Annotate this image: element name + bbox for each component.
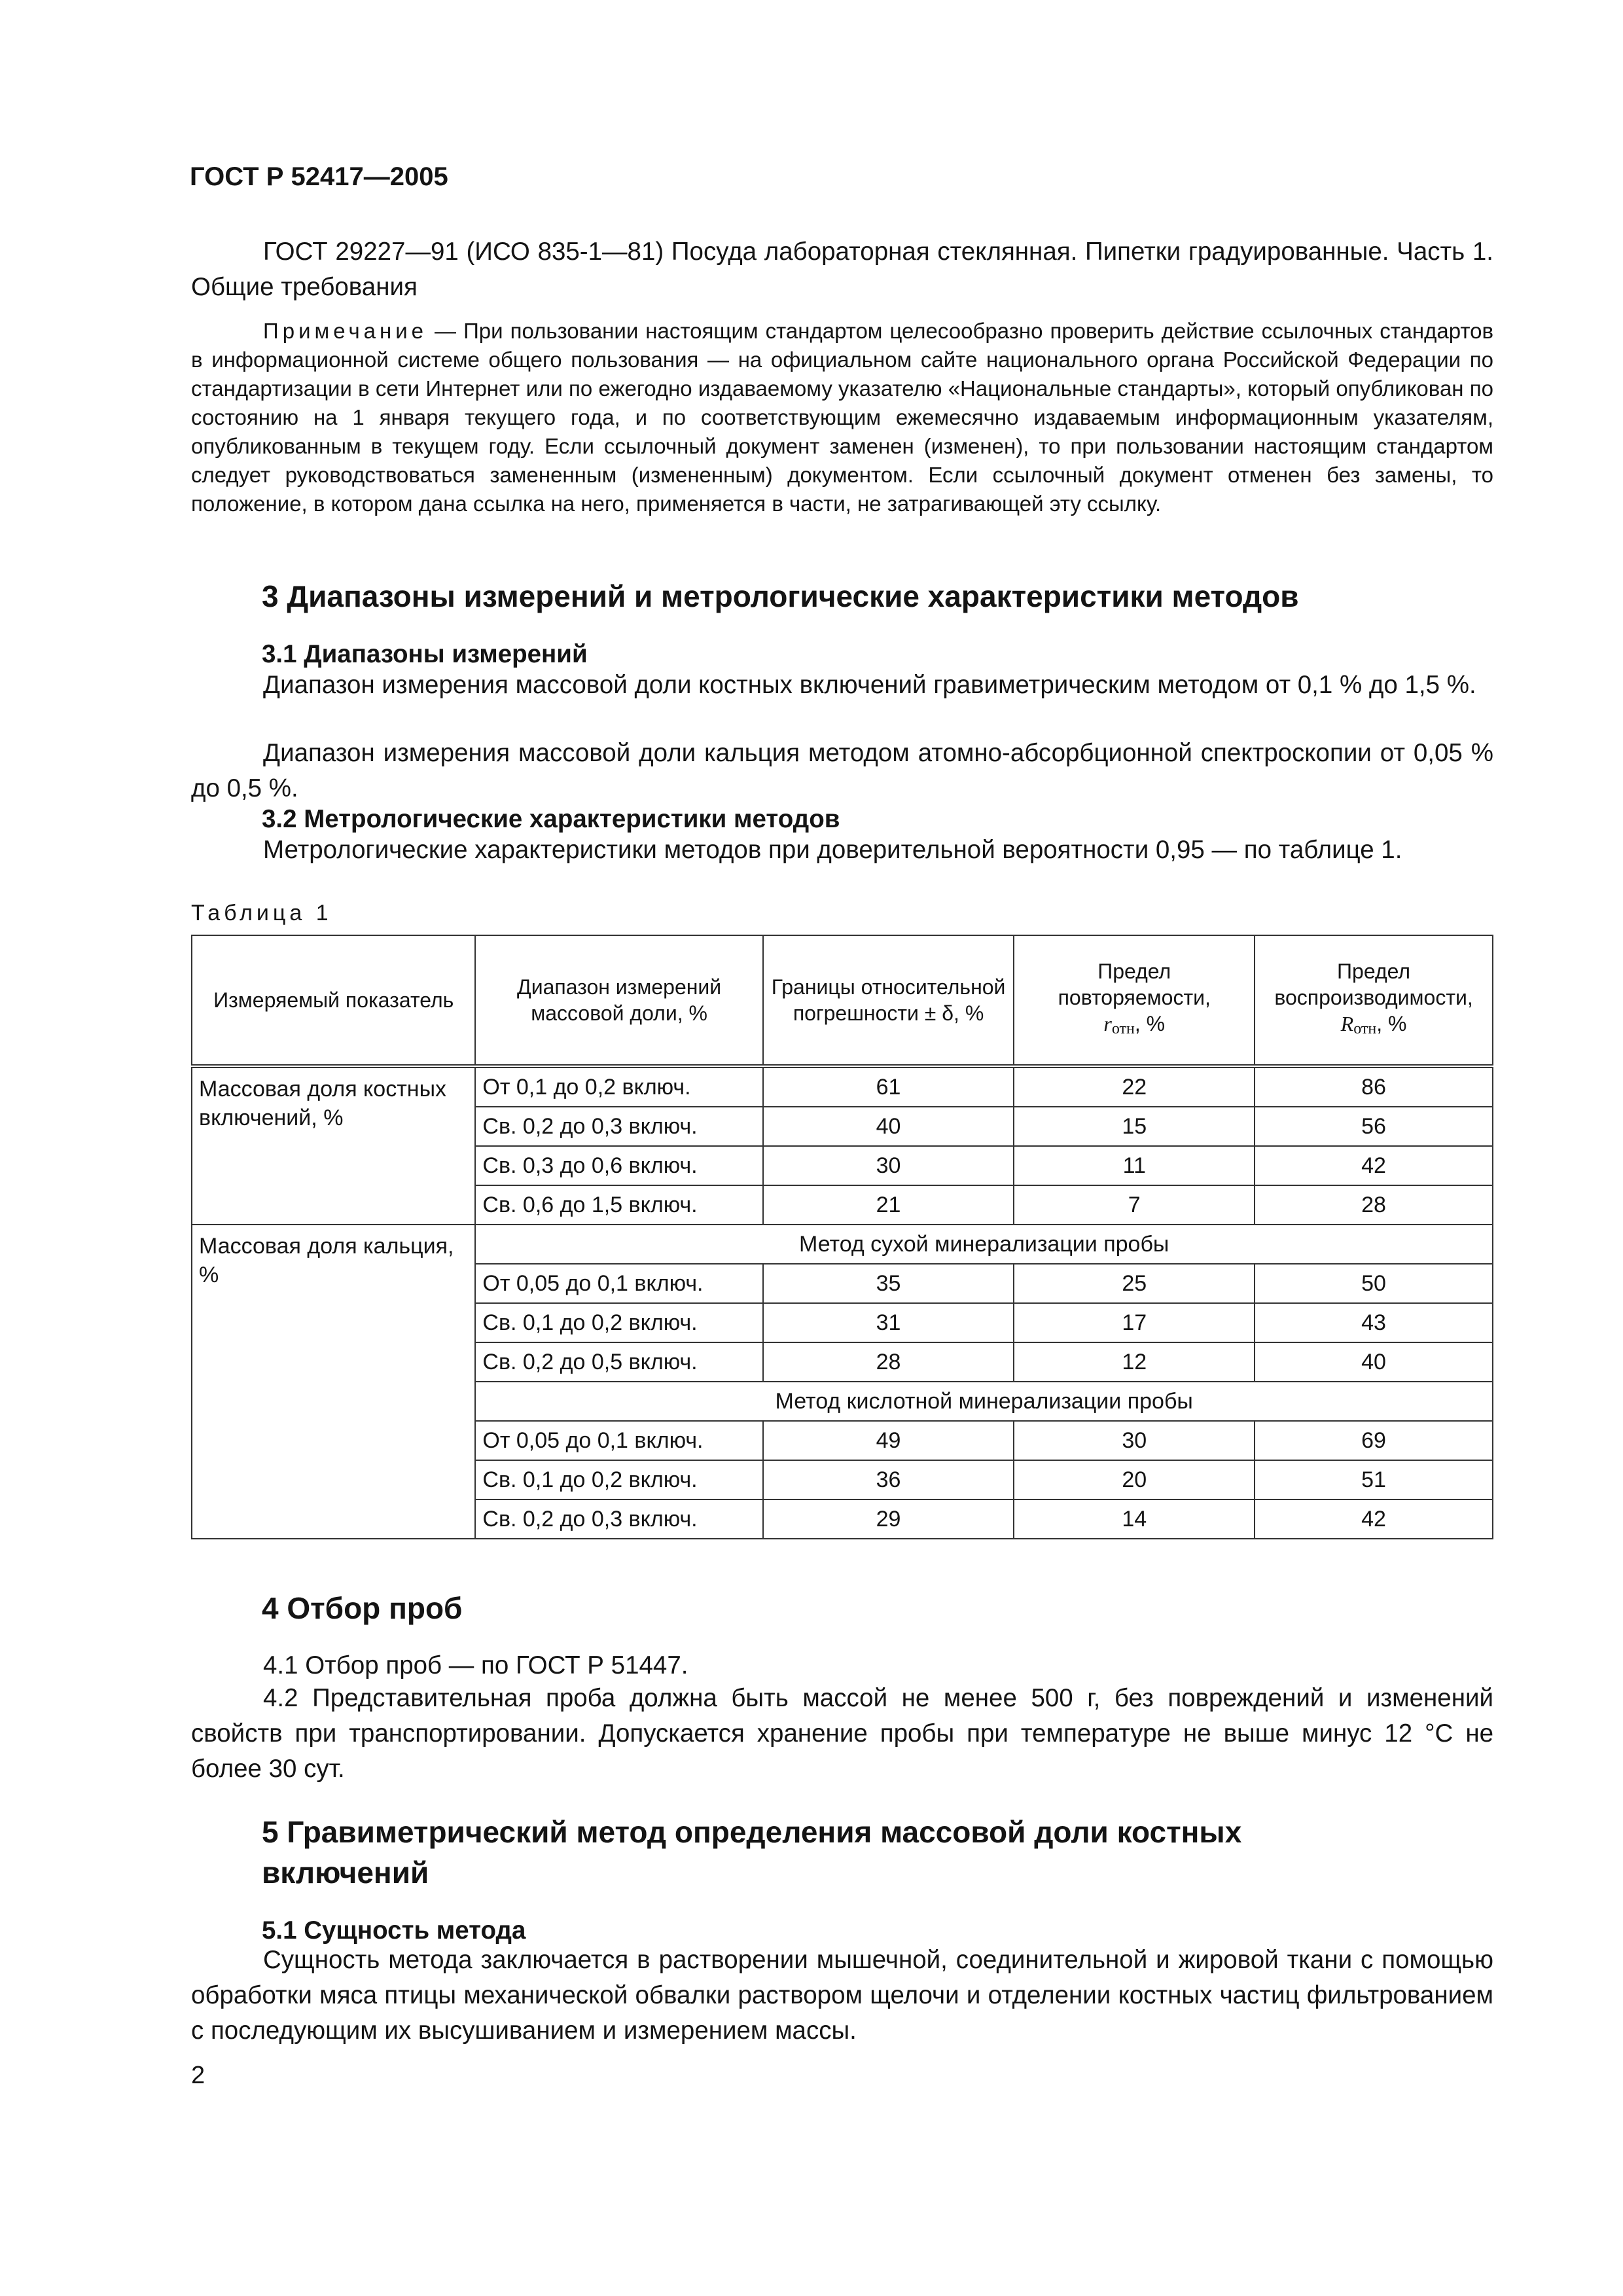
- cell-range: Св. 0,1 до 0,2 включ.: [475, 1303, 762, 1342]
- cell-R: 43: [1255, 1303, 1493, 1342]
- section-5-1-title: 5.1 Сущность метода: [262, 1916, 526, 1945]
- cell-delta: 29: [763, 1499, 1014, 1539]
- section-4-paragraph-2: 4.2 Представительная проба должна быть массой не менее 500 г, без повреждений и изменений свойств при транспортировании. Допускается хранение пробы при температуре не выше минус 12 °С не более 30 сут.: [191, 1684, 1493, 1783]
- cell-R: 42: [1255, 1146, 1493, 1185]
- normative-reference: ГОСТ 29227—91 (ИСО 835-1—81) Посуда лабораторная стеклянная. Пипетки градуированные. Часть 1. Общие требования: [191, 238, 1493, 301]
- method-dry-mineralization: Метод сухой минерализации пробы: [475, 1225, 1493, 1264]
- cell-r: 25: [1014, 1264, 1255, 1303]
- document-code: ГОСТ Р 52417—2005: [190, 162, 448, 191]
- section-3-1-paragraph-2: Диапазон измерения массовой доли кальция методом атомно-абсорбционной спектроскопии от 0,05 % до 0,5 %.: [191, 739, 1493, 802]
- cell-range: Св. 0,3 до 0,6 включ.: [475, 1146, 762, 1185]
- section-4-paragraph-1: 4.1 Отбор проб — по ГОСТ Р 51447.: [263, 1651, 688, 1679]
- cell-R: 51: [1255, 1460, 1493, 1499]
- cell-r: 22: [1014, 1066, 1255, 1107]
- cell-range: Св. 0,2 до 0,3 включ.: [475, 1107, 762, 1146]
- group-bone-inclusions: Массовая доля костных включений, %: [192, 1066, 475, 1225]
- header-measurement-range: Диапазон измерений массовой доли, %: [475, 935, 762, 1066]
- cell-R: 69: [1255, 1421, 1493, 1460]
- cell-range: От 0,05 до 0,1 включ.: [475, 1421, 762, 1460]
- cell-R: 42: [1255, 1499, 1493, 1539]
- header-relative-error: Границы относительной погрешности ± δ, %: [763, 935, 1014, 1066]
- cell-r: 11: [1014, 1146, 1255, 1185]
- cell-range: Св. 0,2 до 0,5 включ.: [475, 1342, 762, 1382]
- cell-range: Св. 0,2 до 0,3 включ.: [475, 1499, 762, 1539]
- header-repeatability-limit: Предел повторяемости, rотн, %: [1014, 935, 1255, 1066]
- note-label: Примечание: [263, 319, 428, 343]
- cell-delta: 28: [763, 1342, 1014, 1382]
- cell-R: 86: [1255, 1066, 1493, 1107]
- cell-r: 14: [1014, 1499, 1255, 1539]
- table-caption: Таблица 1: [191, 901, 332, 925]
- section-5-title: 5 Гравиметрический метод определения массовой доли костных включений: [262, 1815, 1242, 1890]
- metrology-table: [191, 935, 1493, 1539]
- cell-delta: 35: [763, 1264, 1014, 1303]
- cell-range: От 0,1 до 0,2 включ.: [475, 1066, 762, 1107]
- cell-r: 15: [1014, 1107, 1255, 1146]
- section-3-2-paragraph: Метрологические характеристики методов при доверительной вероятности 0,95 — по таблице 1.: [263, 836, 1402, 864]
- cell-R: 28: [1255, 1185, 1493, 1225]
- cell-R: 56: [1255, 1107, 1493, 1146]
- cell-r: 12: [1014, 1342, 1255, 1382]
- method-acid-mineralization: Метод кислотной минерализации пробы: [475, 1382, 1493, 1421]
- section-5-1-paragraph: Сущность метода заключается в растворении мышечной, соединительной и жировой ткани с помощью обработки мяса птицы механической обвалки раствором щелочи и отделении костных частиц фильтрованием с последующим их высушиванием и измерением массы.: [191, 1946, 1493, 2045]
- section-3-2-title: 3.2 Метрологические характеристики методов: [262, 805, 840, 833]
- section-3-1-paragraph-1: Диапазон измерения массовой доли костных включений гравиметрическим методом от 0,1 % до 1,5 %.: [263, 671, 1476, 699]
- cell-r: 20: [1014, 1460, 1255, 1499]
- cell-delta: 30: [763, 1146, 1014, 1185]
- cell-r: 30: [1014, 1421, 1255, 1460]
- cell-delta: 49: [763, 1421, 1014, 1460]
- header-measured-indicator: Измеряемый показатель: [192, 935, 475, 1066]
- cell-delta: 40: [763, 1107, 1014, 1146]
- cell-delta: 61: [763, 1066, 1014, 1107]
- cell-R: 40: [1255, 1342, 1493, 1382]
- page-number: 2: [191, 2062, 205, 2089]
- cell-r: 7: [1014, 1185, 1255, 1225]
- section-3-1-title: 3.1 Диапазоны измерений: [262, 640, 588, 668]
- cell-range: От 0,05 до 0,1 включ.: [475, 1264, 762, 1303]
- cell-range: Св. 0,6 до 1,5 включ.: [475, 1185, 762, 1225]
- cell-delta: 31: [763, 1303, 1014, 1342]
- cell-range: Св. 0,1 до 0,2 включ.: [475, 1460, 762, 1499]
- cell-R: 50: [1255, 1264, 1493, 1303]
- section-3-title: 3 Диапазоны измерений и метрологические характеристики методов: [262, 579, 1299, 613]
- table-row: [192, 1225, 1493, 1264]
- cell-delta: 21: [763, 1185, 1014, 1225]
- note-text: — При пользовании настоящим стандартом целесообразно проверить действие ссылочных стандартов в информационной системе общего пользования — на официальном сайте национального органа Российской Федерации по стандартизации в сети Интернет или по ежегодно издаваемому указателю «Национальные стандарты», который опубликован по состоянию на 1 января текущего года, и по соответствующим ежемесячно издаваемым информационным указателям, опубликованным в текущем году. Если ссылочный документ заменен (изменен), то при пользовании настоящим стандартом следует руководствоваться замененным (измененным) документом. Если ссылочный документ отменен без замены, то положение, в котором дана ссылка на него, применяется в части, не затрагивающей эту ссылку.: [191, 319, 1493, 516]
- table-header-row: [192, 935, 1493, 1066]
- table-row: [192, 1066, 1493, 1107]
- group-calcium: Массовая доля кальция, %: [192, 1225, 475, 1539]
- cell-r: 17: [1014, 1303, 1255, 1342]
- cell-delta: 36: [763, 1460, 1014, 1499]
- section-4-title: 4 Отбор проб: [262, 1591, 463, 1625]
- header-reproducibility-limit: Предел воспроизводимости, Rотн, %: [1255, 935, 1493, 1066]
- note-paragraph: [191, 317, 1493, 518]
